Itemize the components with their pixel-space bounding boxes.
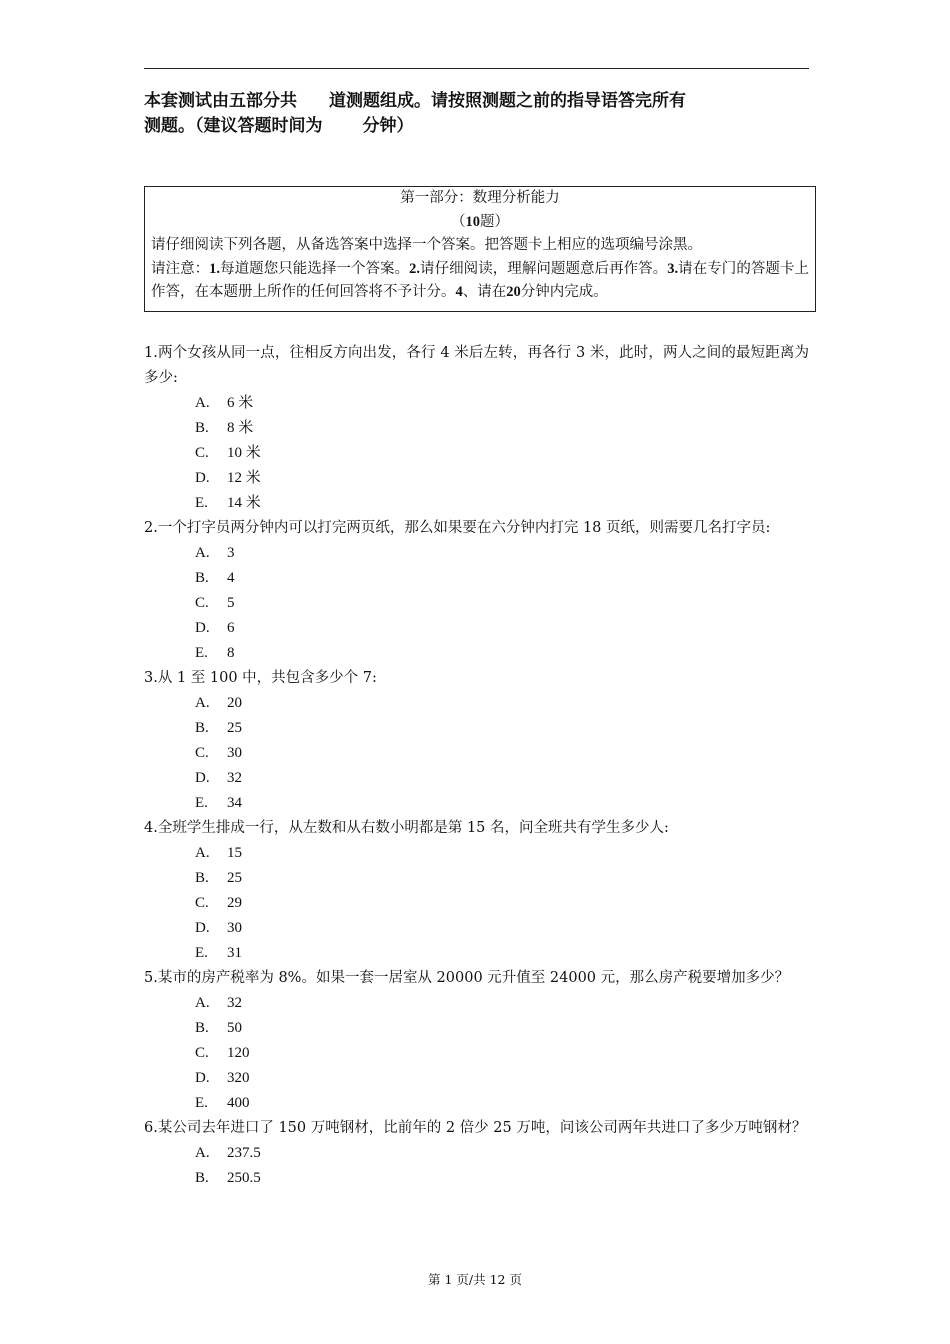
option-letter: A.	[195, 1145, 210, 1161]
option-text: 31	[227, 945, 242, 961]
option-text: 50	[227, 1020, 242, 1036]
option-text: 15	[227, 845, 242, 861]
note-num-3: 3.	[667, 260, 679, 277]
option-letter: A.	[195, 395, 210, 411]
option-text: 400	[227, 1095, 250, 1111]
answer-option	[144, 741, 809, 766]
option-text: 34	[227, 795, 242, 811]
note-2: 请仔细阅读，理解问题题意后再作答。	[420, 260, 668, 277]
option-letter: A.	[195, 995, 210, 1011]
option-text: 10 米	[227, 445, 261, 461]
option-letter: B.	[195, 1020, 209, 1036]
answer-option	[144, 766, 809, 791]
option-text: 320	[227, 1070, 250, 1086]
answer-option	[144, 866, 809, 891]
option-letter: D.	[195, 920, 210, 936]
answer-option	[144, 391, 809, 416]
answer-option	[144, 791, 809, 816]
option-letter: E.	[195, 645, 208, 661]
option-text: 120	[227, 1045, 250, 1061]
question-stem: 2.一个打字员两分钟内可以打完两页纸，那么如果要在六分钟内打完 18 页纸，则需要几名打字员:	[144, 520, 771, 536]
count-open: （	[451, 213, 466, 230]
question-stem: 1.两个女孩从同一点，往相反方向出发，各行 4 米后左转，再各行 3 米，此时，两人之间的最短距离为多少:	[144, 345, 809, 386]
section-notes	[145, 258, 815, 305]
answer-option	[144, 591, 809, 616]
question-stem: 4.全班学生排成一行，从左数和从右数小明都是第 15 名，问全班共有学生多少人:	[144, 820, 669, 836]
answer-option	[144, 1041, 809, 1066]
answer-option	[144, 1066, 809, 1091]
option-text: 29	[227, 895, 242, 911]
intro-line-2	[144, 114, 824, 139]
section-count	[145, 211, 815, 235]
note-1: 每道题您只能选择一个答案。	[220, 260, 410, 277]
option-letter: B.	[195, 870, 209, 886]
answer-option	[144, 441, 809, 466]
option-text: 32	[227, 995, 242, 1011]
option-text: 8	[227, 645, 235, 661]
option-text: 6	[227, 620, 235, 636]
answer-option	[144, 616, 809, 641]
option-letter: D.	[195, 620, 210, 636]
answer-option	[144, 566, 809, 591]
question-item	[144, 966, 809, 1116]
option-text: 237.5	[227, 1145, 261, 1161]
option-letter: D.	[195, 1070, 210, 1086]
intro-text	[144, 89, 824, 139]
answer-option	[144, 941, 809, 966]
option-text: 20	[227, 695, 242, 711]
section-line-1: 请仔细阅读下列各题，从备选答案中选择一个答案。把答题卡上相应的选项编号涂黑。	[151, 237, 702, 253]
note-num-1: 1.	[209, 260, 221, 277]
section-title: 第一部分：数理分析能力	[400, 190, 560, 206]
option-letter: E.	[195, 795, 208, 811]
option-text: 250.5	[227, 1170, 261, 1186]
answer-option	[144, 991, 809, 1016]
header-rule	[144, 68, 809, 69]
note-num-2: 2.	[409, 260, 421, 277]
question-item	[144, 666, 809, 816]
option-text: 6 米	[227, 395, 254, 411]
question-item	[144, 341, 809, 516]
option-text: 32	[227, 770, 242, 786]
count-close: 题）	[480, 213, 509, 230]
option-letter: E.	[195, 1095, 208, 1111]
option-text: 25	[227, 870, 242, 886]
question-item	[144, 816, 809, 966]
question-stem: 5.某市的房产税率为 8%。如果一套一居室从 20000 元升值至 24000 元，那么房产税要增加多少？	[144, 970, 790, 986]
option-letter: B.	[195, 420, 209, 436]
answer-option	[144, 491, 809, 516]
option-letter: C.	[195, 745, 209, 761]
question-stem: 6.某公司去年进口了 150 万吨钢材，比前年的 2 倍少 25 万吨，问该公司两年共进口了多少万吨钢材？	[144, 1120, 807, 1136]
option-letter: A.	[195, 695, 210, 711]
option-letter: E.	[195, 945, 208, 961]
option-letter: C.	[195, 895, 209, 911]
option-letter: B.	[195, 1170, 209, 1186]
question-item	[144, 516, 809, 666]
option-letter: C.	[195, 595, 209, 611]
answer-option	[144, 716, 809, 741]
option-text: 25	[227, 720, 242, 736]
question-list	[144, 341, 809, 1191]
note-num-4: 4	[455, 284, 463, 300]
answer-option	[144, 1016, 809, 1041]
intro-line-2-b: 分钟）	[362, 116, 414, 136]
answer-option	[144, 1141, 809, 1166]
question-stem: 3.从 1 至 100 中，共包含多少个 7:	[144, 670, 377, 686]
answer-option	[144, 891, 809, 916]
answer-option	[144, 691, 809, 716]
answer-option	[144, 641, 809, 666]
answer-option	[144, 541, 809, 566]
answer-option	[144, 1091, 809, 1116]
note-4-b: 分钟内完成。	[520, 284, 608, 300]
answer-option	[144, 466, 809, 491]
note-3: 请在专门的答题卡上作答，在本题册上所作的任何回答将不予计分。	[151, 260, 810, 300]
answer-option	[144, 1166, 809, 1191]
note-label: 请注意：	[151, 260, 210, 277]
section-instructions-box	[144, 186, 816, 312]
option-letter: D.	[195, 770, 210, 786]
option-text: 4	[227, 570, 235, 586]
option-letter: C.	[195, 445, 209, 461]
note-4-a: 、请在	[462, 284, 507, 300]
option-letter: A.	[195, 545, 210, 561]
option-letter: B.	[195, 570, 209, 586]
intro-line-1	[144, 89, 824, 114]
option-text: 30	[227, 920, 242, 936]
option-letter: D.	[195, 470, 210, 486]
option-text: 5	[227, 595, 235, 611]
intro-line-2-a: 测题。（建议答题时间为	[144, 116, 323, 136]
intro-line-1-b: 道测题组成。请按照测题之前的指导语答完所有	[329, 91, 686, 111]
option-letter: B.	[195, 720, 209, 736]
option-text: 12 米	[227, 470, 261, 486]
option-text: 14 米	[227, 495, 261, 511]
answer-option	[144, 841, 809, 866]
note-time: 20	[506, 284, 521, 300]
question-item	[144, 1116, 809, 1191]
option-letter: A.	[195, 845, 210, 861]
count-number: 10	[465, 213, 480, 230]
answer-option	[144, 916, 809, 941]
intro-line-1-a: 本套测试由五部分共	[144, 91, 297, 111]
option-letter: E.	[195, 495, 208, 511]
option-letter: C.	[195, 1045, 209, 1061]
option-text: 3	[227, 545, 235, 561]
option-text: 8 米	[227, 420, 254, 436]
answer-option	[144, 416, 809, 441]
page-footer: 第 1 页/共 12 页	[428, 1272, 522, 1287]
option-text: 30	[227, 745, 242, 761]
